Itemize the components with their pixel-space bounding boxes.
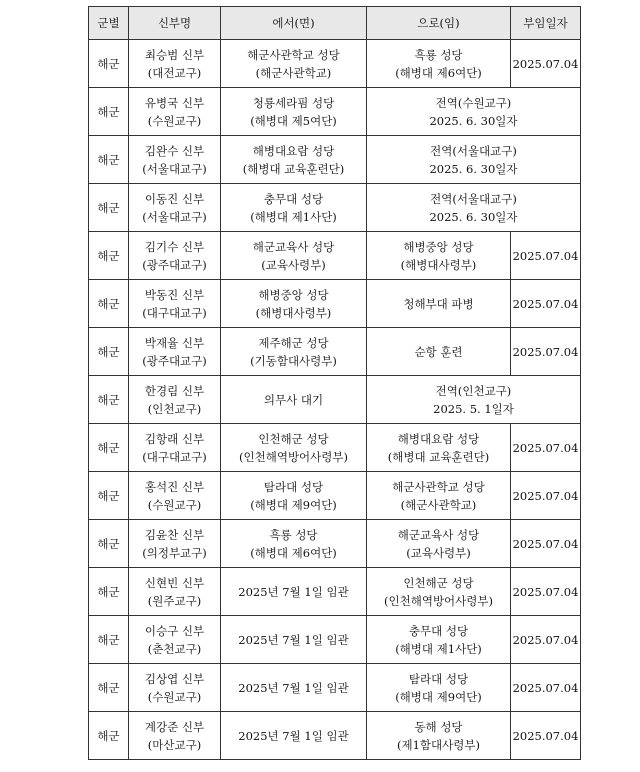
header-date: 부임일자 — [511, 7, 581, 40]
from-cell-line-2: (해병대 제1사단) — [250, 209, 337, 224]
branch-cell — [89, 520, 129, 568]
branch-cell — [89, 664, 129, 712]
from-cell-line-1: 2025년 7월 1일 임관 — [238, 632, 349, 647]
from-cell — [221, 88, 367, 136]
priest-cell-line-2: (대전교구) — [147, 65, 202, 80]
priest-cell — [129, 280, 221, 328]
priest-cell — [129, 568, 221, 616]
header-branch: 군별 — [89, 7, 129, 40]
date-cell-line-1: 2025.07.04 — [512, 248, 579, 263]
date-cell — [511, 568, 581, 616]
from-cell-line-1: 흑룡 성당 — [269, 527, 318, 542]
branch-cell-line-1: 해군 — [97, 56, 120, 71]
from-cell-line-2: (해병대 제6여단) — [250, 545, 337, 560]
from-cell — [221, 184, 367, 232]
priest-cell-line-1: 김윤찬 신부 — [144, 527, 205, 542]
branch-cell — [89, 280, 129, 328]
from-cell-line-1: 2025년 7월 1일 임관 — [238, 584, 349, 599]
from-cell — [221, 40, 367, 88]
to-cell-line-2: (해병대 교육훈련단) — [387, 449, 490, 464]
from-cell-line-1: 2025년 7월 1일 임관 — [238, 680, 349, 695]
priest-cell — [129, 136, 221, 184]
to-cell — [367, 664, 511, 712]
priest-cell-line-1: 김기수 신부 — [144, 239, 205, 254]
priest-cell-line-1: 홍석진 신부 — [144, 479, 205, 494]
to-cell-line-2: (교육사령부) — [406, 545, 471, 560]
priest-cell — [129, 184, 221, 232]
to-cell-line-1: 흑룡 성당 — [414, 47, 463, 62]
date-cell-line-1: 2025.07.04 — [512, 344, 579, 359]
table-row — [89, 136, 581, 184]
branch-cell-line-1: 해군 — [97, 584, 120, 599]
from-cell — [221, 616, 367, 664]
branch-cell-line-1: 해군 — [97, 680, 120, 695]
branch-cell-line-1: 해군 — [97, 536, 120, 551]
priest-cell-line-1: 김완수 신부 — [144, 143, 205, 158]
from-cell — [221, 280, 367, 328]
to-cell — [367, 424, 511, 472]
priest-cell-line-1: 박동진 신부 — [144, 287, 205, 302]
to-cell — [367, 568, 511, 616]
to-cell — [367, 280, 511, 328]
branch-cell — [89, 376, 129, 424]
from-cell-line-2: (인천해역방어사령부) — [239, 449, 348, 464]
from-cell — [221, 520, 367, 568]
to-cell-line-2: (해군사관학교) — [400, 497, 477, 512]
from-cell — [221, 232, 367, 280]
from-cell-line-1: 해병중앙 성당 — [258, 287, 329, 302]
priest-cell — [129, 40, 221, 88]
from-cell — [221, 376, 367, 424]
date-cell — [511, 664, 581, 712]
date-cell — [511, 616, 581, 664]
priest-cell-line-2: (춘천교구) — [147, 641, 202, 656]
branch-cell-line-1: 해군 — [97, 632, 120, 647]
priest-cell-line-2: (인천교구) — [147, 401, 202, 416]
from-cell — [221, 712, 367, 760]
to-cell-line-2: 2025. 5. 1일자 — [433, 401, 514, 416]
from-cell-line-1: 탐라대 성당 — [263, 479, 324, 494]
to-cell-line-1: 해군사관학교 성당 — [392, 479, 485, 494]
branch-cell — [89, 712, 129, 760]
priest-cell-line-2: (대구대교구) — [142, 305, 207, 320]
to-cell — [367, 232, 511, 280]
to-cell — [367, 328, 511, 376]
priest-cell-line-2: (광주대교구) — [142, 353, 207, 368]
to-cell-line-1: 인천해군 성당 — [403, 575, 474, 590]
priest-cell-line-2: (수원교구) — [147, 113, 202, 128]
to-cell-line-1: 순항 훈련 — [414, 344, 463, 359]
priest-cell-line-1: 한경림 신부 — [144, 383, 205, 398]
priest-cell-line-1: 이승구 신부 — [144, 623, 205, 638]
date-cell-line-1: 2025.07.04 — [512, 440, 579, 455]
branch-cell-line-1: 해군 — [97, 152, 120, 167]
branch-cell — [89, 232, 129, 280]
priest-cell-line-2: (의정부교구) — [142, 545, 207, 560]
from-cell — [221, 664, 367, 712]
table-row — [89, 520, 581, 568]
branch-cell-line-1: 해군 — [97, 488, 120, 503]
to-cell-line-1: 동해 성당 — [414, 719, 463, 734]
to-cell-line-2: (제1함대사령부) — [397, 737, 480, 752]
from-cell-line-1: 청룡세라핌 성당 — [252, 95, 335, 110]
header-row — [89, 7, 581, 40]
from-cell-line-1: 2025년 7월 1일 임관 — [238, 728, 349, 743]
from-cell-line-1: 제주해군 성당 — [258, 335, 329, 350]
branch-cell — [89, 424, 129, 472]
to-cell — [367, 520, 511, 568]
date-cell-line-1: 2025.07.04 — [512, 488, 579, 503]
priest-cell-line-1: 김상엽 신부 — [144, 671, 205, 686]
date-cell — [511, 328, 581, 376]
priest-cell-line-1: 신현빈 신부 — [144, 575, 205, 590]
priest-cell — [129, 520, 221, 568]
branch-cell — [89, 472, 129, 520]
date-cell — [511, 472, 581, 520]
date-cell-line-1: 2025.07.04 — [512, 536, 579, 551]
table-row — [89, 568, 581, 616]
from-cell-line-2: (해군사관학교) — [255, 65, 332, 80]
to-cell-line-1: 전역(서울대교구) — [430, 143, 517, 158]
date-cell — [511, 280, 581, 328]
to-cell-line-1: 청해부대 파병 — [403, 296, 474, 311]
date-cell-line-1: 2025.07.04 — [512, 296, 579, 311]
to-cell-line-1: 전역(인천교구) — [435, 383, 512, 398]
table-row — [89, 232, 581, 280]
to-cell-line-2: 2025. 6. 30일자 — [429, 161, 518, 176]
priest-cell-line-1: 박재율 신부 — [144, 335, 205, 350]
branch-cell-line-1: 해군 — [97, 728, 120, 743]
priest-cell-line-1: 김항래 신부 — [144, 431, 205, 446]
to-cell — [367, 376, 581, 424]
to-cell-line-1: 전역(서울대교구) — [430, 191, 517, 206]
to-cell — [367, 184, 581, 232]
table-row — [89, 88, 581, 136]
to-cell — [367, 712, 511, 760]
branch-cell — [89, 136, 129, 184]
assignment-table — [88, 6, 581, 760]
branch-cell-line-1: 해군 — [97, 248, 120, 263]
date-cell-line-1: 2025.07.04 — [512, 728, 579, 743]
priest-cell — [129, 472, 221, 520]
to-cell-line-2: (해병대 제9여단) — [395, 689, 482, 704]
to-cell-line-1: 해병중앙 성당 — [403, 239, 474, 254]
table-row — [89, 664, 581, 712]
from-cell — [221, 136, 367, 184]
from-cell-line-2: (해병대 제5여단) — [250, 113, 337, 128]
to-cell-line-2: (해병대 제1사단) — [395, 641, 482, 656]
from-cell-line-1: 해군교육사 성당 — [252, 239, 335, 254]
priest-cell-line-2: (광주대교구) — [142, 257, 207, 272]
priest-cell-line-1: 최승범 신부 — [144, 47, 205, 62]
priest-cell-line-1: 이동진 신부 — [144, 191, 205, 206]
from-cell-line-2: (해병대사령부) — [255, 305, 332, 320]
to-cell-line-2: 2025. 6. 30일자 — [429, 209, 518, 224]
from-cell-line-1: 의무사 대기 — [263, 392, 324, 407]
branch-cell — [89, 616, 129, 664]
from-cell — [221, 328, 367, 376]
table-row — [89, 184, 581, 232]
to-cell-line-1: 충무대 성당 — [408, 623, 469, 638]
date-cell-line-1: 2025.07.04 — [512, 632, 579, 647]
branch-cell — [89, 184, 129, 232]
branch-cell-line-1: 해군 — [97, 440, 120, 455]
from-cell-line-2: (기동함대사령부) — [250, 353, 337, 368]
table-row — [89, 472, 581, 520]
to-cell-line-1: 해군교육사 성당 — [397, 527, 480, 542]
date-cell-line-1: 2025.07.04 — [512, 584, 579, 599]
to-cell-line-2: (해병대사령부) — [400, 257, 477, 272]
priest-cell — [129, 616, 221, 664]
table-row — [89, 376, 581, 424]
to-cell — [367, 40, 511, 88]
header-from: 에서(면) — [221, 7, 367, 40]
from-cell — [221, 424, 367, 472]
branch-cell — [89, 568, 129, 616]
to-cell-line-1: 전역(수원교구) — [435, 95, 512, 110]
date-cell — [511, 40, 581, 88]
table-row — [89, 328, 581, 376]
priest-cell-line-1: 유병국 신부 — [144, 95, 205, 110]
table-row — [89, 616, 581, 664]
priest-cell — [129, 712, 221, 760]
date-cell — [511, 232, 581, 280]
priest-cell-line-2: (원주교구) — [147, 593, 202, 608]
to-cell — [367, 616, 511, 664]
branch-cell — [89, 88, 129, 136]
table-row — [89, 712, 581, 760]
document-page — [88, 6, 581, 760]
from-cell-line-1: 충무대 성당 — [263, 191, 324, 206]
priest-cell-line-2: (서울대교구) — [142, 209, 207, 224]
branch-cell-line-1: 해군 — [97, 104, 120, 119]
date-cell — [511, 424, 581, 472]
priest-cell-line-2: (수원교구) — [147, 689, 202, 704]
table-row — [89, 424, 581, 472]
branch-cell-line-1: 해군 — [97, 200, 120, 215]
from-cell-line-2: (해병대 제9여단) — [250, 497, 337, 512]
from-cell — [221, 568, 367, 616]
from-cell-line-1: 해군사관학교 성당 — [247, 47, 340, 62]
table-row — [89, 40, 581, 88]
priest-cell-line-1: 계강준 신부 — [144, 719, 205, 734]
priest-cell — [129, 232, 221, 280]
header-to: 으로(임) — [367, 7, 511, 40]
date-cell-line-1: 2025.07.04 — [512, 56, 579, 71]
branch-cell — [89, 40, 129, 88]
branch-cell — [89, 328, 129, 376]
branch-cell-line-1: 해군 — [97, 344, 120, 359]
to-cell-line-2: (해병대 제6여단) — [395, 65, 482, 80]
branch-cell-line-1: 해군 — [97, 392, 120, 407]
to-cell — [367, 88, 581, 136]
to-cell-line-1: 해병대요람 성당 — [397, 431, 480, 446]
from-cell-line-1: 해병대요람 성당 — [252, 143, 335, 158]
priest-cell-line-2: (서울대교구) — [142, 161, 207, 176]
priest-cell — [129, 88, 221, 136]
branch-cell-line-1: 해군 — [97, 296, 120, 311]
from-cell-line-2: (교육사령부) — [261, 257, 326, 272]
priest-cell-line-2: (수원교구) — [147, 497, 202, 512]
date-cell — [511, 520, 581, 568]
to-cell-line-2: 2025. 6. 30일자 — [429, 113, 518, 128]
from-cell-line-2: (해병대 교육훈련단) — [242, 161, 345, 176]
header-priest-name: 신부명 — [129, 7, 221, 40]
from-cell-line-1: 인천해군 성당 — [258, 431, 329, 446]
to-cell-line-1: 탐라대 성당 — [408, 671, 469, 686]
priest-cell — [129, 664, 221, 712]
priest-cell — [129, 424, 221, 472]
table-row — [89, 280, 581, 328]
priest-cell-line-2: (마산교구) — [147, 737, 202, 752]
to-cell — [367, 472, 511, 520]
date-cell-line-1: 2025.07.04 — [512, 680, 579, 695]
to-cell — [367, 136, 581, 184]
to-cell-line-2: (인천해역방어사령부) — [384, 593, 493, 608]
date-cell — [511, 712, 581, 760]
priest-cell — [129, 376, 221, 424]
priest-cell-line-2: (대구대교구) — [142, 449, 207, 464]
from-cell — [221, 472, 367, 520]
priest-cell — [129, 328, 221, 376]
table-body — [89, 40, 581, 760]
